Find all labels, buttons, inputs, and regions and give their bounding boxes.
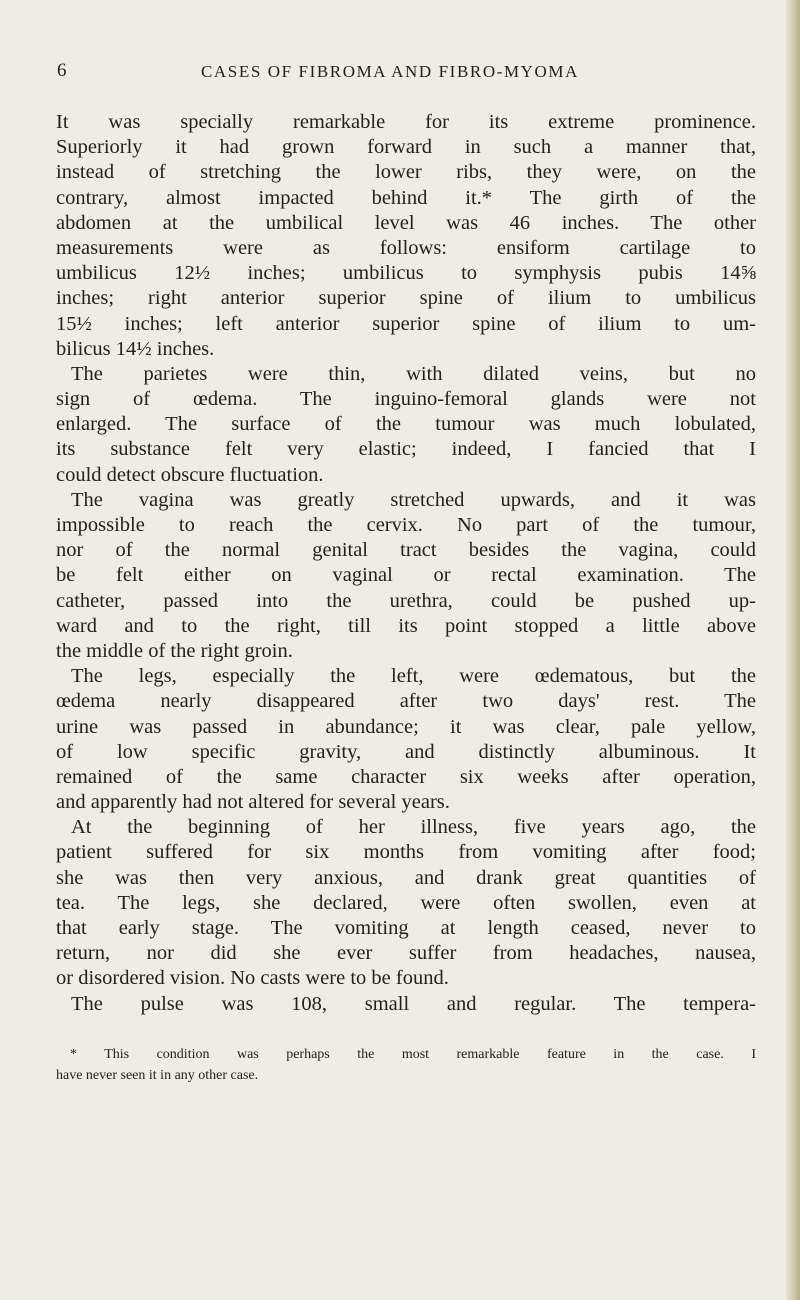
text-line: or disordered vision. No casts were to be found. bbox=[56, 967, 449, 990]
text-line: inches; right anterior superior spine of ilium to umbilicus bbox=[56, 287, 756, 310]
text-line: catheter, passed into the urethra, could be pushed up- bbox=[56, 589, 756, 612]
body-text bbox=[56, 110, 756, 1017]
text-line: of low specific gravity, and distinctly albuminous. It bbox=[56, 740, 756, 763]
text-line: its substance felt very elastic; indeed, I fancied that I bbox=[56, 438, 756, 461]
footnote-line: * This condition was perhaps the most remarkable feature in the case. I bbox=[70, 1047, 756, 1062]
text-line: ward and to the right, till its point stopped a little above bbox=[56, 614, 756, 637]
text-line: remained of the same character six weeks after operation, bbox=[56, 765, 756, 788]
page-edge bbox=[786, 0, 800, 1300]
text-line: nor of the normal genital tract besides the vagina, could bbox=[56, 539, 756, 562]
text-line: At the beginning of her illness, five years ago, the bbox=[71, 816, 756, 839]
text-line: abdomen at the umbilical level was 46 inches. The other bbox=[56, 211, 756, 234]
text-line: It was specially remarkable for its extreme prominence. bbox=[56, 111, 756, 133]
text-line: return, nor did she ever suffer from headaches, nausea, bbox=[56, 942, 756, 965]
text-line: enlarged. The surface of the tumour was much lobulated, bbox=[56, 413, 756, 436]
footnote-line: have never seen it in any other case. bbox=[56, 1068, 259, 1083]
text-line: 15½ inches; left anterior superior spine of ilium to um- bbox=[56, 312, 756, 335]
text-line: urine was passed in abundance; it was clear, pale yellow, bbox=[56, 715, 756, 738]
text-line: be felt either on vaginal or rectal examination. The bbox=[56, 564, 756, 587]
text-line: could detect obscure fluctuation. bbox=[56, 463, 324, 486]
text-line: bilicus 14½ inches. bbox=[56, 337, 215, 360]
page-header bbox=[0, 60, 800, 90]
text-line: sign of œdema. The inguino-femoral glands were not bbox=[56, 388, 756, 411]
text-line: the middle of the right groin. bbox=[56, 639, 293, 662]
text-line: and apparently had not altered for several years. bbox=[56, 791, 450, 814]
text-line: umbilicus 12½ inches; umbilicus to symphysis pubis 14⅝ bbox=[56, 262, 756, 285]
text-line: Superiorly it had grown forward in such a manner that, bbox=[56, 136, 756, 159]
running-head: CASES OF FIBROMA AND FIBRO-MYOMA bbox=[200, 62, 580, 81]
text-line: measurements were as follows: ensiform cartilage to bbox=[56, 236, 756, 259]
text-line: The pulse was 108, small and regular. The tempera- bbox=[71, 992, 756, 1015]
text-line: contrary, almost impacted behind it.* The girth of the bbox=[56, 186, 756, 209]
text-line: patient suffered for six months from vomiting after food; bbox=[56, 841, 756, 864]
text-line: impossible to reach the cervix. No part of the tumour, bbox=[56, 514, 756, 536]
text-line: she was then very anxious, and drank great quantities of bbox=[56, 866, 756, 889]
text-line: The vagina was greatly stretched upwards, and it was bbox=[71, 488, 756, 511]
text-line: instead of stretching the lower ribs, they were, on the bbox=[56, 161, 756, 184]
text-line: tea. The legs, she declared, were often swollen, even at bbox=[56, 891, 756, 914]
text-line: that early stage. The vomiting at length ceased, never to bbox=[56, 917, 756, 939]
page-number: 6 bbox=[57, 60, 67, 81]
text-line: œdema nearly disappeared after two days' rest. The bbox=[56, 690, 756, 713]
text-line: The legs, especially the left, were œdematous, but the bbox=[71, 665, 756, 688]
text-line: The parietes were thin, with dilated veins, but no bbox=[71, 362, 756, 385]
footnote bbox=[56, 1044, 756, 1086]
